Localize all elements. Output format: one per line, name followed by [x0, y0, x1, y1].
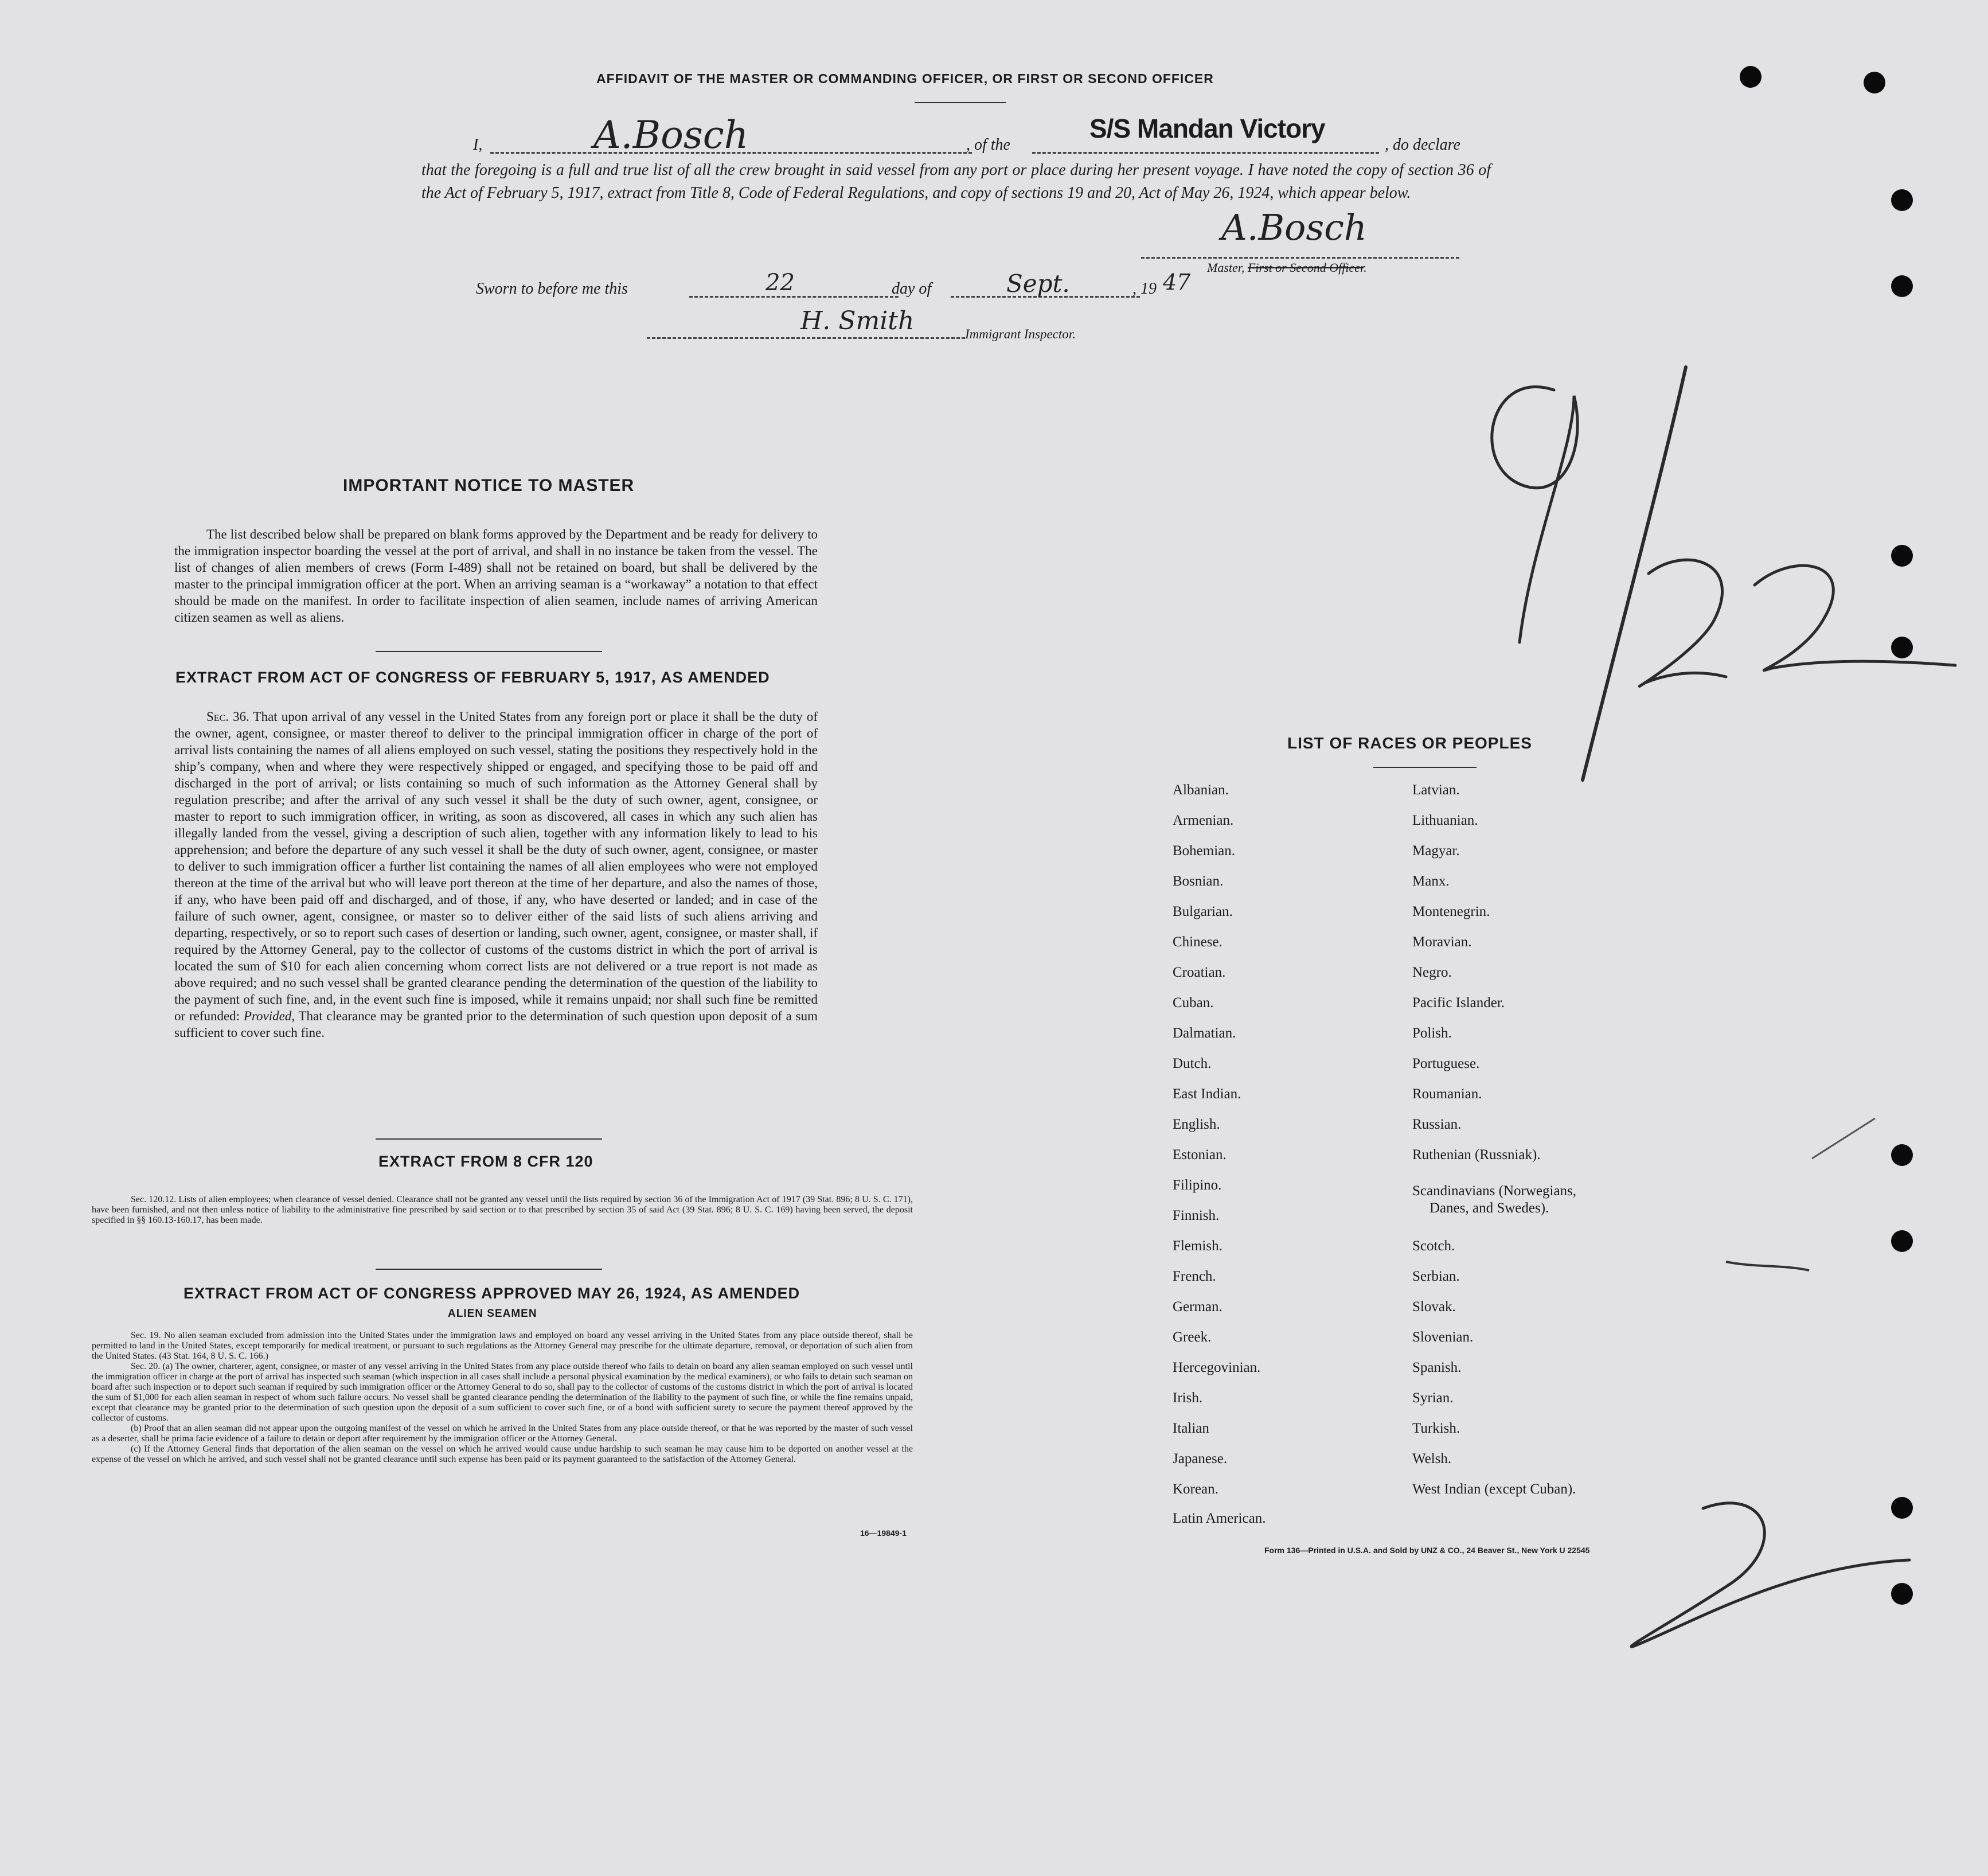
handwritten-stroke: [1631, 1503, 1909, 1647]
sworn-day: 22: [765, 270, 795, 296]
title-rule: [915, 102, 1006, 103]
race-item: Finnish.: [1173, 1208, 1220, 1223]
race-item: French.: [1173, 1269, 1216, 1284]
sworn-month: Sept.: [1006, 270, 1070, 298]
sec-36-text: That upon arrival of any vessel in the United States from any foreign port or place it shall be the duty of the owner, agent, consignee, or master thereof to deliver to the principal immigration officer in charge of the port of arrival lists containing the names of all aliens employed on such vessel, stating the positions they respectively hold in the ship’s company, when and where they were respectively shipped or engaged, and specifying those to be paid off and discharged in the port of arrival; or lists containing so much of such information as the Attorney General shall by regulation prescribe; and after the arrival of any such vessel it shall be the duty of such owner, agent, consignee, or master to report to such immigration officer, in writing, as soon as discovered, all cases in which any such alien has illegally landed from the vessel, giving a description of such alien, together with any information likely to lead to his apprehension; and before the departure of any such vessel it shall be the duty of such owner, agent, consignee, or master to deliver to such immigration officer a further list containing the names of all alien employees who were not employed thereon at the time of the arrival but who will leave port thereon at the time of her departure, and also the names of those, if any, who have been paid off and discharged, and of those, if any, who have deserted or landed; and in case of the failure of such owner, agent, consignee, or master so to deliver either of the said lists of such aliens arriving and departing, respectively, or so to report such cases of desertion or landing, such owner, agent, consignee, or master shall, if required by the Attorney General, pay to the collector of customs of the customs district in which the port of arrival is located the sum of $10 for each alien concerning whom correct lists are not delivered or a true report is not made as above required; and no such vessel shall be granted clearance pending the determination of the question of the liability to the payment of such fine, and, in the event such fine is imposed, while it remains unpaid; nor shall such fine be remitted or refunded:: [174, 709, 818, 1023]
handwritten-stroke: [1492, 387, 1577, 642]
alien-seamen-subtitle: ALIEN SEAMEN: [448, 1308, 537, 1320]
cfr-body: Sec. 120.12. Lists of alien employees; when clearance of vessel denied. Clearance shall not be granted any vessel until the lists required by section 36 of the Immigration Act of 1917 (39 Stat. 896; 8 U. S. C. 171), have been furnished, and not then unless notice of liability to the administrative fine prescribed by said section or to that prescribed by section 35 of said Act (39 Stat. 896; 8 U. S. C. 169) having been served, the deposit specified in §§ 160.13-160.17, has been made.: [92, 1195, 913, 1225]
master-caption: [1207, 260, 1367, 275]
race-item: Greek.: [1173, 1329, 1212, 1345]
inspector-block: [647, 304, 1140, 344]
race-item: Danes, and Swedes).: [1430, 1200, 1549, 1216]
punch-hole: [1740, 66, 1762, 88]
extract-1917-body: [174, 708, 818, 1041]
day-blank: [689, 296, 899, 298]
race-item: Bohemian.: [1173, 843, 1236, 859]
vessel-blank: [1032, 152, 1379, 154]
race-item: Moravian.: [1412, 934, 1472, 950]
races-column-2: [1412, 782, 1710, 1516]
extract-1917-title: EXTRACT FROM ACT OF CONGRESS OF FEBRUARY 5, 1917, AS AMENDED: [175, 669, 770, 686]
race-item: East Indian.: [1173, 1086, 1241, 1102]
race-item: Slovenian.: [1412, 1329, 1474, 1345]
race-item: Filipino.: [1173, 1177, 1222, 1193]
sec-20b-text: (b) Proof that an alien seaman did not appear upon the outgoing manifest of the vessel on which he arrived in the United States from any place outside thereof, or that he was reported by the master of such vessel as a deserter, shall be prima facie evidence of a failure to detain or deport after requirement by the immigration officer or the Attorney General.: [92, 1423, 913, 1444]
master-caption-period: .: [1364, 260, 1367, 275]
extract-1924-body: [92, 1331, 913, 1465]
race-item: Syrian.: [1412, 1390, 1454, 1406]
handwritten-date-annotation: [1445, 356, 1961, 791]
notice-rule: [376, 651, 602, 652]
form-footer: Form 136—Printed in U.S.A. and Sold by UNZ & CO., 24 Beaver St., New York U 22545: [1264, 1546, 1590, 1555]
race-item: English.: [1173, 1117, 1220, 1132]
punch-hole: [1891, 275, 1913, 297]
cfr-rule: [376, 1269, 602, 1270]
declare-label: , do declare: [1385, 136, 1460, 154]
vessel-name: S/S Mandan Victory: [1089, 114, 1325, 143]
inspector-signature: H. Smith: [800, 306, 915, 336]
race-item: Magyar.: [1412, 843, 1460, 859]
struck-officer-text: First or Second Officer: [1247, 260, 1364, 275]
year-prefix: , 19: [1132, 280, 1157, 298]
notice-body: The list described below shall be prepared on blank forms approved by the Department and be ready for delivery to the immigration inspector boarding the vessel at the port of arrival, and shall in no instance be taken from the vessel. The list of changes of alien members of crews (Form I-489) shall not be retained on board, but shall be delivered by the master to the principal immigration officer at the port. When an arriving seaman is a “workaway” a notation to that effect should be made on the manifest. In order to facilitate inspection of alien seamen, include names of arriving American citizen seamen as well as aliens.: [174, 527, 818, 625]
sworn-year: 47: [1163, 270, 1191, 295]
affidavit-line-1: [473, 113, 1494, 163]
races-column-1: [1173, 782, 1391, 1539]
inspector-line: [647, 337, 965, 339]
race-item: Japanese.: [1173, 1451, 1228, 1467]
punch-hole: [1864, 72, 1885, 93]
punch-hole: [1891, 189, 1913, 211]
sworn-prefix: Sworn to before me this: [476, 280, 628, 298]
handwritten-stroke: [1639, 560, 1726, 686]
race-item: Manx.: [1412, 873, 1450, 889]
race-item: Pacific Islander.: [1412, 995, 1505, 1011]
race-item: Slovak.: [1412, 1299, 1456, 1315]
stray-stroke: [1726, 1262, 1809, 1270]
race-item: Cuban.: [1173, 995, 1214, 1011]
race-item: Roumanian.: [1412, 1086, 1482, 1102]
race-item: Irish.: [1173, 1390, 1203, 1406]
race-item: Spanish.: [1412, 1360, 1462, 1375]
date-annotation-text: [1468, 356, 1489, 369]
stray-stroke: [1812, 1118, 1875, 1159]
race-item: West Indian (except Cuban).: [1412, 1481, 1576, 1497]
proviso-label: Provided,: [243, 1009, 295, 1023]
race-item: Latin American.: [1173, 1511, 1266, 1526]
inspector-caption: Immigrant Inspector.: [965, 327, 1076, 341]
master-signature-line: [1141, 257, 1459, 259]
race-item: Russian.: [1412, 1117, 1462, 1132]
race-item: Dutch.: [1173, 1056, 1212, 1071]
race-item: Latvian.: [1412, 782, 1460, 798]
stray-marks: [1709, 1090, 1904, 1296]
affidavit-title: AFFIDAVIT OF THE MASTER OR COMMANDING OFFICER, OR FIRST OR SECOND OFFICER: [596, 71, 1214, 86]
race-item: Scotch.: [1412, 1238, 1455, 1254]
of-the-label: , of the: [966, 136, 1010, 154]
race-item: Albanian.: [1173, 782, 1229, 798]
sec-36-label: Sec. 36.: [206, 709, 249, 724]
race-item: Ruthenian (Russniak).: [1412, 1147, 1541, 1163]
race-item: Hercegovinian.: [1173, 1360, 1261, 1375]
race-item: Scandinavians (Norwegians,: [1412, 1183, 1577, 1199]
race-item: Serbian.: [1412, 1269, 1460, 1284]
race-item: Polish.: [1412, 1025, 1452, 1041]
master-name-handwritten: A.Bosch: [593, 113, 749, 157]
race-item: German.: [1173, 1299, 1223, 1315]
affidavit-statement: that the foregoing is a full and true list of all the crew brought in said vessel from any port or place during her present voyage. I have noted the copy of section 36 of the Act of February 5, 1917, extract from Title 8, Code of Federal Regulations, and copy of sections 19 and 20, Act of May 26, 1924, which appear below.: [421, 161, 1491, 202]
race-item: Armenian.: [1173, 813, 1234, 828]
race-item: Bulgarian.: [1173, 904, 1233, 919]
affidavit-prefix: I,: [473, 136, 483, 154]
races-title: LIST OF RACES OR PEOPLES: [1287, 734, 1532, 752]
extract-1924-title: EXTRACT FROM ACT OF CONGRESS APPROVED MAY 26, 1924, AS AMENDED: [183, 1285, 800, 1302]
race-item: Flemish.: [1173, 1238, 1223, 1254]
race-item: Lithuanian.: [1412, 813, 1478, 828]
race-item: Chinese.: [1173, 934, 1223, 950]
handwritten-stroke: [1583, 367, 1686, 780]
master-signature: A.Bosch: [1221, 206, 1367, 248]
notice-title: IMPORTANT NOTICE TO MASTER: [343, 476, 635, 495]
handwritten-mark-2: [1617, 1491, 1915, 1663]
mark-annotation-text: [1663, 1514, 1669, 1527]
extract-1917-rule: [376, 1138, 602, 1140]
sworn-line: [476, 270, 1191, 309]
race-item: Italian: [1173, 1421, 1209, 1436]
race-item: Montenegrin.: [1412, 904, 1490, 919]
race-item: Welsh.: [1412, 1451, 1452, 1467]
race-item: Bosnian.: [1173, 873, 1224, 889]
race-item: Portuguese.: [1412, 1056, 1480, 1071]
race-item: Turkish.: [1412, 1421, 1460, 1436]
race-item: Korean.: [1173, 1481, 1218, 1497]
race-item: Croatian.: [1173, 965, 1226, 980]
race-item: Estonian.: [1173, 1147, 1227, 1163]
proviso-text: That clearance may be granted prior to the determination of such question upon deposit of a sum sufficient to cover such fine.: [174, 1009, 818, 1040]
day-of-label: day of: [892, 280, 932, 298]
master-caption-text: Master,: [1207, 260, 1245, 275]
handwritten-stroke: [1755, 565, 1955, 670]
race-item: Negro.: [1412, 965, 1452, 980]
cfr-title: EXTRACT FROM 8 CFR 120: [378, 1153, 593, 1170]
sec-20a-text: Sec. 20. (a) The owner, charterer, agent, consignee, or master of any vessel arriving in the United States from any place outside thereof who fails to detain on board any alien seaman employed on such vessel until the immigration officer in charge at the port of arrival has inspected such seaman (which inspection in all cases shall include a personal physical examination by the medical examiners), or who fails to detain such seaman on board after such inspection or to deport such seaman if required by such immigration officer or the Attorney General to do so, shall pay to the collector of customs of the customs district in which the port of arrival is located the sum of $1,000 for each alien seaman in respect of whom such failure occurs. No vessel shall be granted clearance pending the determination of the liability to the payment of such fine, or while the fine remains unpaid, except that clearance may be granted prior to the determination of such question upon the deposit of a sum sufficient to cover such fine, or of a bond with sufficient surety to secure the payment thereof approved by the collector of customs.: [92, 1362, 913, 1423]
sec-19-text: Sec. 19. No alien seaman excluded from admission into the United States under the immigration laws and employed on board any vessel arriving in the United States from any place outside thereof, shall be permitted to land in the United States, except temporarily for medical treatment, or pursuant to such regulations as the Attorney General may prescribe for the ultimate departure, removal, or deportation of such alien from the United States. (43 Stat. 164, 8 U. S. C. 166.): [92, 1331, 913, 1361]
race-item: Dalmatian.: [1173, 1025, 1236, 1041]
sec-20c-text: (c) If the Attorney General finds that deportation of the alien seaman on the vessel on which he arrived would cause undue hardship to such seaman he may cause him to be deported on another vessel at the expense of the vessel on which he arrived, and such vessel shall not be granted clearance until such expense has been paid or its payment guaranteed to the satisfaction of the Attorney General.: [92, 1444, 913, 1464]
form-number-footnote: 16—19849-1: [860, 1528, 907, 1538]
